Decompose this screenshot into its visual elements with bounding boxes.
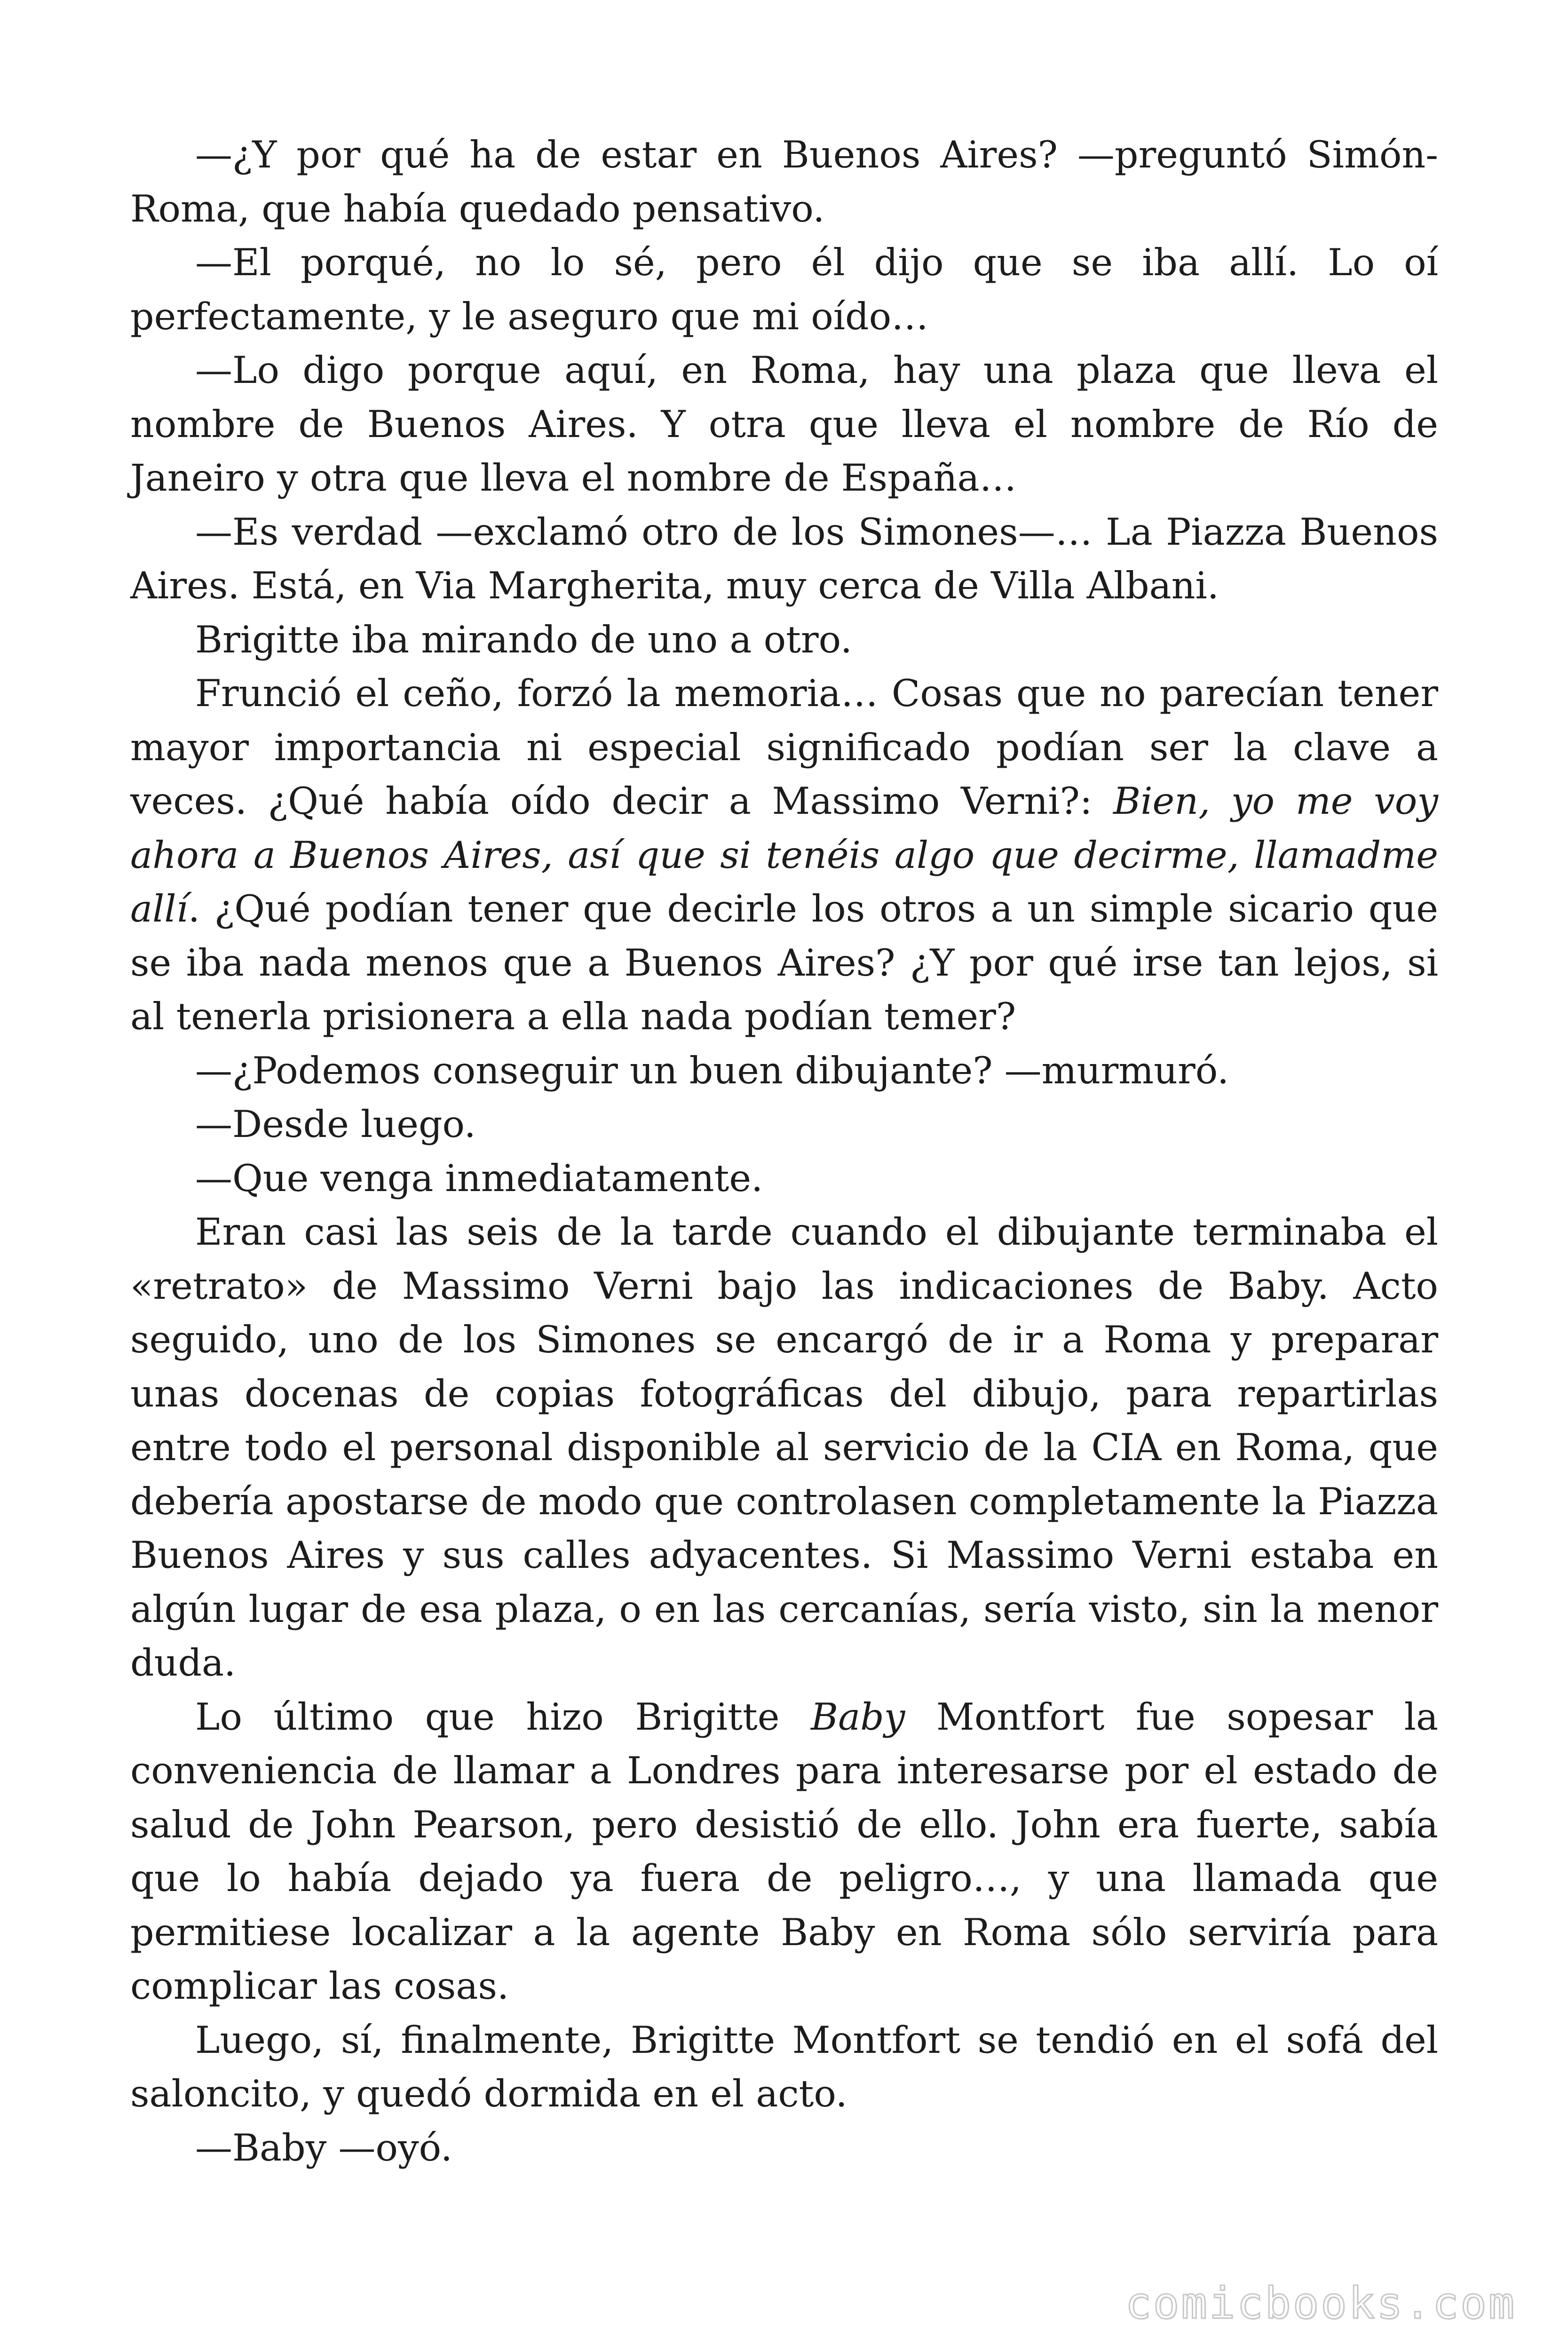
- watermark: comicbooks.com: [1125, 2278, 1516, 2328]
- paragraph: [130, 1152, 1438, 1206]
- text-segment: —Lo digo porque aquí, en Roma, hay una plaza que lleva el nombre de Buenos Aires. Y otra que lleva el nombre de Río de Janeiro y otra que lleva el nombre de España…: [130, 349, 1438, 500]
- text-segment: —¿Y por qué ha de estar en Buenos Aires? —preguntó Simón-Roma, que había quedado pensativo.: [130, 133, 1438, 230]
- paragraph: [130, 236, 1438, 343]
- text-segment: Eran casi las seis de la tarde cuando el dibujante terminaba el «retrato» de Massimo Verni bajo las indicaciones de Baby. Acto seguido, uno de los Simones se encargó de ir a Roma y preparar unas docenas de copias fotográficas del dibujo, para repartirlas entre todo el personal disponible al servicio de la CIA en Roma, que debería apostarse de modo que controlasen completamente la Piazza Buenos Aires y sus calles adyacentes. Si Massimo Verni estaba en algún lugar de esa plaza, o en las cercanías, sería visto, sin la menor duda.: [130, 1210, 1438, 1685]
- italic-text-segment: Bien, yo me voy ahora a Buenos Aires, así que si tenéis algo que decirme, llamadme allí: [130, 779, 1439, 930]
- text-segment: Lo último que hizo Brigitte: [195, 1695, 811, 1739]
- paragraph: [130, 128, 1438, 236]
- paragraph: [130, 1044, 1438, 1098]
- text-segment: Luego, sí, finalmente, Brigitte Montfort se tendió en el sofá del saloncito, y quedó dormida en el acto.: [130, 2018, 1438, 2115]
- paragraph: [130, 2013, 1438, 2121]
- paragraph: [130, 1205, 1438, 1690]
- text-segment: —Baby —oyó.: [195, 2126, 452, 2169]
- paragraph: [130, 613, 1438, 667]
- page-body: [130, 128, 1438, 2175]
- paragraph: [130, 343, 1438, 505]
- paragraph: [130, 667, 1438, 1044]
- text-segment: Frunció el ceño, forzó la memoria… Cosas que no parecían tener mayor importancia ni especial significado podían ser la clave a veces. ¿Qué había oído decir a Massimo Verni?:: [130, 672, 1438, 823]
- text-segment: —Es verdad —exclamó otro de los Simones—… La Piazza Buenos Aires. Está, en Via Margherita, muy cerca de Villa Albani.: [130, 510, 1438, 607]
- paragraph: [130, 505, 1438, 613]
- paragraph: [130, 1097, 1438, 1152]
- text-segment: Montfort fue sopesar la conveniencia de llamar a Londres para interesarse por el estado de salud de John Pearson, pero desistió de ello. John era fuerte, sabía que lo había dejado ya fuera de peligro…, y una llamada que permitiese localizar a la agente Baby en Roma sólo serviría para complicar las cosas.: [130, 1695, 1438, 2008]
- paragraph: [130, 2121, 1438, 2175]
- text-segment: —¿Podemos conseguir un buen dibujante? —murmuró.: [195, 1049, 1229, 1092]
- italic-text-segment: Baby: [811, 1695, 905, 1739]
- text-segment: Brigitte iba mirando de uno a otro.: [195, 618, 852, 661]
- text-segment: —El porqué, no lo sé, pero él dijo que se iba allí. Lo oí perfectamente, y le aseguro que mi oído…: [130, 241, 1438, 338]
- text-segment: . ¿Qué podían tener que decirle los otros a un simple sicario que se iba nada menos que a Buenos Aires? ¿Y por qué irse tan lejos, si al tenerla prisionera a ella nada podían temer?: [130, 887, 1438, 1038]
- text-segment: —Desde luego.: [195, 1103, 476, 1146]
- paragraph: [130, 1690, 1438, 2013]
- text-segment: —Que venga inmediatamente.: [195, 1156, 763, 1200]
